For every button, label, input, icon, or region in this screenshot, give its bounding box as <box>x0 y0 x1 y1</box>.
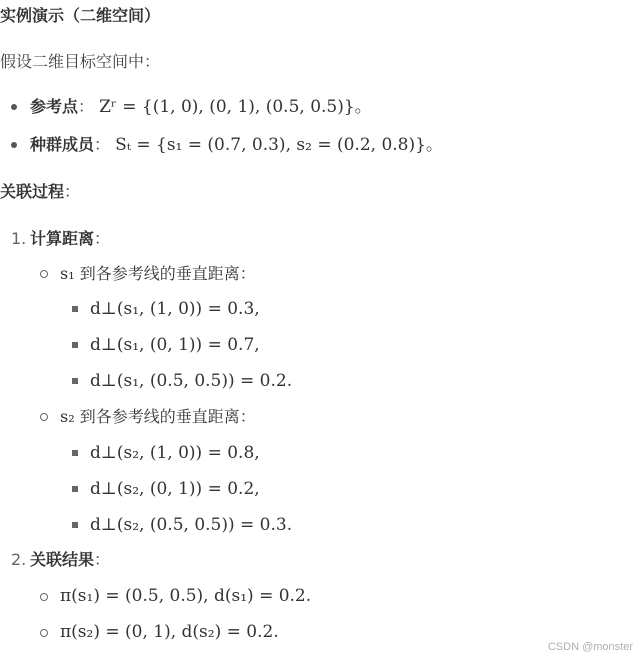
step-label: 计算距离 <box>30 229 95 248</box>
step-colon: ： <box>94 550 111 569</box>
circle-bullet <box>40 629 48 637</box>
square-bullet <box>72 342 78 348</box>
section-heading: 实例演示（二维空间） <box>0 6 161 25</box>
s2-distance-item: d⊥(s₂, (0.5, 0.5)) = 0.3. <box>90 515 293 535</box>
s1-distance-item: d⊥(s₁, (0.5, 0.5)) = 0.2. <box>90 371 293 391</box>
bullet-population <box>30 133 443 157</box>
square-bullet <box>72 450 78 456</box>
step-number: 2. <box>11 550 27 569</box>
s2-distance-label <box>60 405 256 429</box>
bullet-label: 参考点 <box>30 97 79 116</box>
step-1-title <box>30 227 110 251</box>
reference-points-formula: Zʳ = {(1, 0), (0, 1), (0.5, 0.5)}。 <box>99 97 372 117</box>
square-bullet <box>72 522 78 528</box>
s1-label-text: s₁ 到各参考线的垂直距离： <box>60 264 256 283</box>
circle-bullet <box>40 270 48 278</box>
step-2-title <box>30 548 110 572</box>
circle-bullet <box>40 413 48 421</box>
square-bullet <box>72 378 78 384</box>
s1-distance-label <box>60 262 256 286</box>
bullet-dot <box>11 142 17 148</box>
bullet-dot <box>11 104 17 110</box>
process-heading-colon: ： <box>64 182 81 201</box>
s1-distance-item: d⊥(s₁, (0, 1)) = 0.7, <box>90 335 260 355</box>
square-bullet <box>72 306 78 312</box>
bullet-sep: ： <box>94 135 111 154</box>
association-result: π(s₁) = (0.5, 0.5), d(s₁) = 0.2. <box>60 586 312 606</box>
association-result: π(s₂) = (0, 1), d(s₂) = 0.2. <box>60 622 279 642</box>
step-number: 1. <box>11 229 27 248</box>
bullet-sep: ： <box>78 97 95 116</box>
bullet-reference-points <box>30 95 372 119</box>
step-colon: ： <box>94 229 111 248</box>
s1-distance-item: d⊥(s₁, (1, 0)) = 0.3, <box>90 299 260 319</box>
s2-distance-item: d⊥(s₂, (1, 0)) = 0.8, <box>90 443 260 463</box>
process-heading <box>0 180 80 204</box>
intro-text: 假设二维目标空间中： <box>0 52 161 71</box>
circle-bullet <box>40 593 48 601</box>
population-formula: Sₜ = {s₁ = (0.7, 0.3), s₂ = (0.2, 0.8)}。 <box>115 135 443 155</box>
step-label: 关联结果 <box>30 550 95 569</box>
bullet-label: 种群成员 <box>30 135 95 154</box>
square-bullet <box>72 486 78 492</box>
process-heading-label: 关联过程 <box>0 182 65 201</box>
s2-label-text: s₂ 到各参考线的垂直距离： <box>60 407 256 426</box>
watermark: CSDN @monster <box>547 641 633 653</box>
s2-distance-item: d⊥(s₂, (0, 1)) = 0.2, <box>90 479 260 499</box>
